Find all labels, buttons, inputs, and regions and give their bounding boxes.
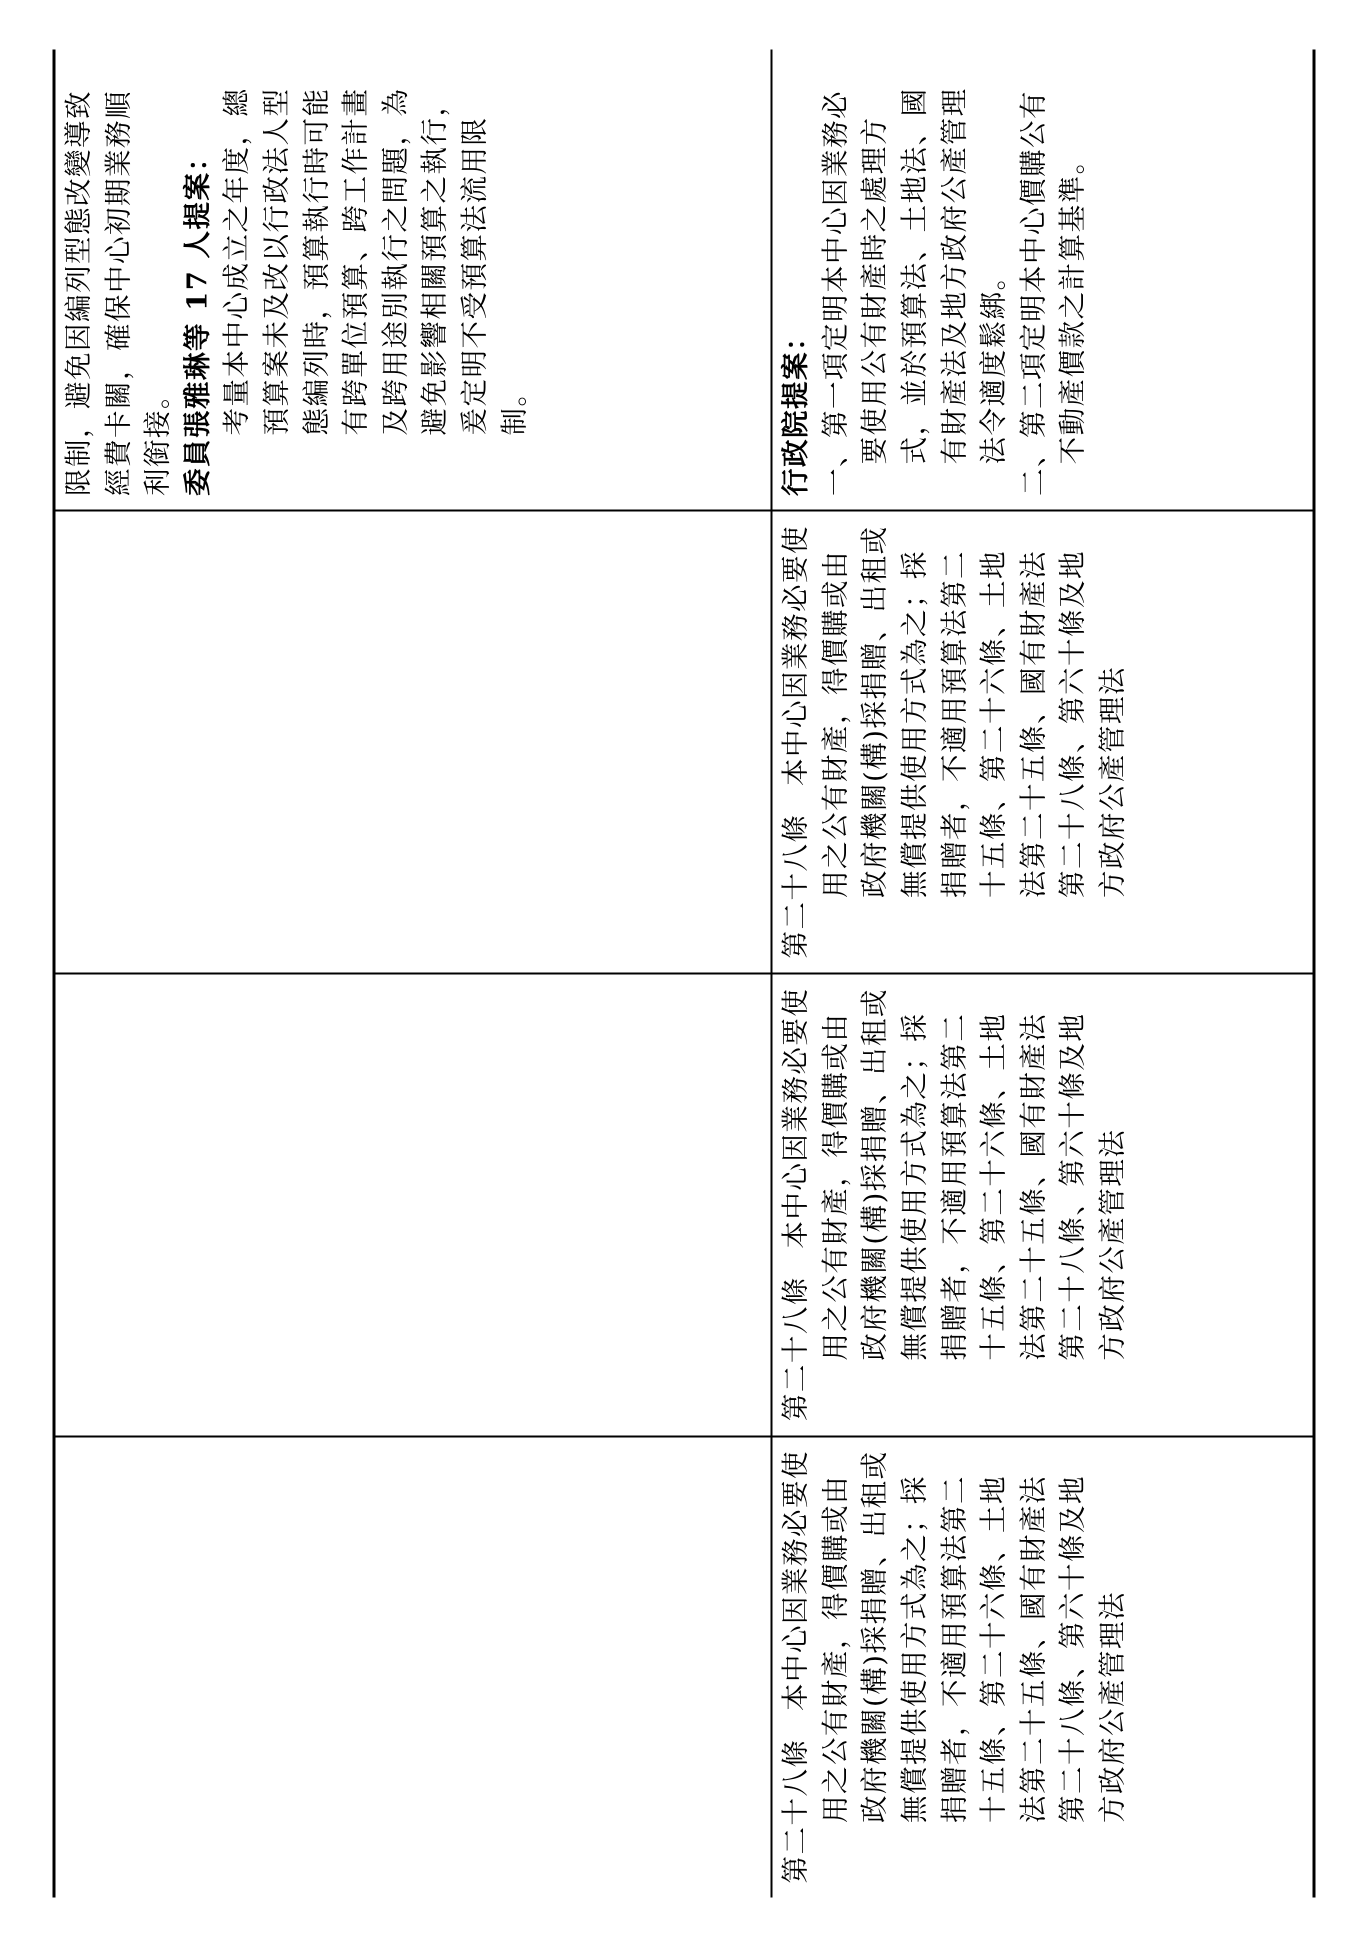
zhang-motion-heading: 委員張雅琳等 17 人提案： <box>181 142 214 496</box>
article-28-text <box>777 1449 1133 1883</box>
cell-col1-upper <box>54 1436 772 1897</box>
cell-explanation-lower <box>772 50 1314 511</box>
table-row-lower <box>772 50 1314 1898</box>
article-body: 本中心因業務必要使用之公有財產，得價購或由政府機關(構)採捐贈、出租或無償提供使用方式為之；採捐贈者，不適用預算法第二十五條、第二十六條、土地法第二十五條、國有財產法第二十八條、第六十條及地方政府公產管理法 <box>779 987 1129 1361</box>
article-28-text <box>777 524 1133 959</box>
cell-col3-upper <box>54 511 772 974</box>
article-heading: 第二十八條 <box>779 1738 812 1884</box>
article-28-text <box>777 987 1133 1422</box>
cell-article-col3 <box>772 511 1314 974</box>
zhang-motion-text: 考量本中心成立之年度，總預算案未及改以行政法人型態編列時，預算執行時可能有跨單位預算、跨工作計畫及跨用途別執行之問題，為避免影響相關預算之執行，爰定明不受預算法流用限制。 <box>220 87 531 436</box>
rotated-page <box>1 0 1367 1948</box>
cell-article-col1 <box>772 1436 1314 1897</box>
exec-motion-item-2: 二、第二項定明本中心價購公有不動產價款之計算基準。 <box>1017 89 1089 496</box>
comparison-table <box>53 50 1316 1898</box>
motion-continuation-text: 限制，避免因編列型態改變導致經費卡關，確保中心初期業務順利銜接。 <box>62 89 174 496</box>
cell-article-col2 <box>772 974 1314 1437</box>
article-body: 本中心因業務必要使用之公有財產，得價購或由政府機關(構)採捐贈、出租或無償提供使用方式為之；採捐贈者，不適用預算法第二十五條、第二十六條、土地法第二十五條、國有財產法第二十八條、第六十條及地方政府公產管理法 <box>779 1450 1129 1823</box>
article-heading: 第二十八條 <box>779 813 812 959</box>
cell-explanation-upper <box>54 50 772 511</box>
cell-col2-upper <box>54 974 772 1437</box>
exec-motion-item-1: 一、第一項定明本中心因業務必要使用公有財產時之處理方式，並於預算法、土地法、國有財產法及地方政府公產管理法令適度鬆綁。 <box>819 87 1010 496</box>
article-heading: 第二十八條 <box>779 1276 812 1422</box>
exec-motion-heading: 行政院提案： <box>779 321 812 496</box>
article-body: 本中心因業務必要使用之公有財產，得價購或由政府機關(構)採捐贈、出租或無償提供使用方式為之；採捐贈者，不適用預算法第二十五條、第二十六條、土地法第二十五條、國有財產法第二十八條、第六十條及地方政府公產管理法 <box>779 525 1129 899</box>
table-row-upper <box>54 50 772 1898</box>
